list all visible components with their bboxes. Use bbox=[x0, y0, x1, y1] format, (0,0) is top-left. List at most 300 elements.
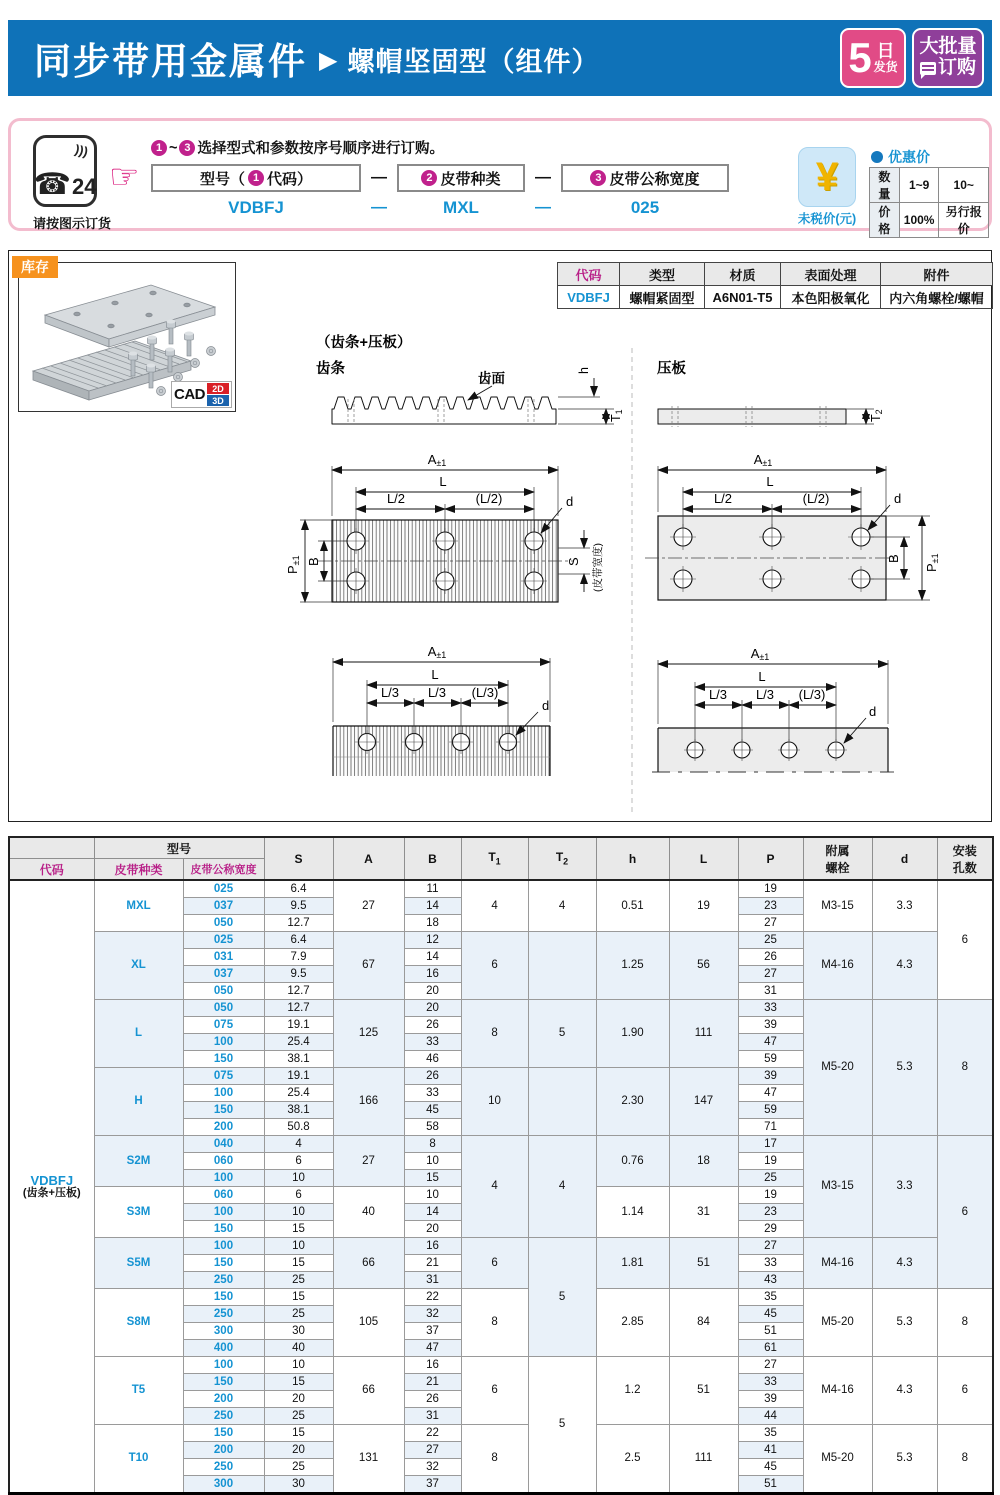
header-A: A bbox=[333, 837, 404, 880]
L-value-cell: 18 bbox=[669, 1136, 738, 1187]
spec-code-value: VDBFJ bbox=[558, 286, 620, 309]
A-value-cell: 40 bbox=[333, 1187, 404, 1238]
belt-type-cell: S5M bbox=[94, 1238, 183, 1289]
belt-width-cell: 100 bbox=[183, 1085, 264, 1102]
d-value-cell: 5.3 bbox=[872, 1000, 937, 1136]
header-P: P bbox=[738, 837, 803, 880]
dim-B: B bbox=[306, 557, 321, 566]
P-value-cell: 33 bbox=[738, 1000, 803, 1017]
A-value-cell: 27 bbox=[333, 1136, 404, 1187]
header-d: d bbox=[872, 837, 937, 880]
belt-width-cell: 100 bbox=[183, 1034, 264, 1051]
P-value-cell: 39 bbox=[738, 1391, 803, 1408]
S-value-cell: 38.1 bbox=[264, 1051, 333, 1068]
ship-5day-badge bbox=[840, 28, 906, 88]
dim-S: S bbox=[566, 557, 581, 566]
table-row bbox=[9, 1136, 993, 1153]
yen-symbol: ¥ bbox=[815, 154, 839, 199]
title-arrow-icon: ▶ bbox=[319, 46, 338, 74]
dim-d: d bbox=[566, 494, 574, 509]
table-row bbox=[9, 1238, 993, 1255]
untaxed-price-label: 未税价(元) bbox=[797, 212, 857, 226]
belt-width-cell: 150 bbox=[183, 1051, 264, 1068]
L-value-cell: 111 bbox=[669, 1000, 738, 1068]
B-value-cell: 20 bbox=[404, 1000, 461, 1017]
L-value-cell: 51 bbox=[669, 1238, 738, 1289]
B-value-cell: 14 bbox=[404, 949, 461, 966]
P-value-cell: 25 bbox=[738, 932, 803, 949]
belt-width-cell: 300 bbox=[183, 1476, 264, 1494]
yen-price-icon bbox=[798, 147, 856, 207]
B-value-cell: 11 bbox=[404, 880, 461, 898]
S-value-cell: 30 bbox=[264, 1323, 333, 1340]
P-value-cell: 27 bbox=[738, 1357, 803, 1374]
P-value-cell: 33 bbox=[738, 1255, 803, 1272]
S-value-cell: 15 bbox=[264, 1425, 333, 1442]
header-B: B bbox=[404, 837, 461, 880]
spec-header-material: 材质 bbox=[705, 263, 781, 286]
S-value-cell: 10 bbox=[264, 1238, 333, 1255]
h-value-cell: 0.76 bbox=[596, 1136, 669, 1187]
price-label: 价格 bbox=[870, 203, 900, 238]
header-belt-type: 皮带种类 bbox=[94, 859, 183, 881]
table-row bbox=[9, 1357, 993, 1374]
belt-width-cell: 037 bbox=[183, 966, 264, 983]
B-value-cell: 16 bbox=[404, 1357, 461, 1374]
cad-2d-button[interactable]: 2D bbox=[207, 383, 229, 394]
belt-width-cell: 037 bbox=[183, 898, 264, 915]
T1-value-cell: 6 bbox=[461, 932, 528, 1000]
bulk-line1: 大批量 bbox=[919, 36, 977, 58]
S-value-cell: 9.5 bbox=[264, 898, 333, 915]
product-photo bbox=[18, 259, 236, 412]
P-value-cell: 47 bbox=[738, 1085, 803, 1102]
A-value-cell: 67 bbox=[333, 932, 404, 1000]
spec-type-value: 螺帽紧固型 bbox=[620, 286, 705, 309]
d-value-cell: 5.3 bbox=[872, 1289, 937, 1357]
L-value-cell: 19 bbox=[669, 880, 738, 932]
P-value-cell: 59 bbox=[738, 1102, 803, 1119]
P-value-cell: 17 bbox=[738, 1136, 803, 1153]
A-value-cell: 125 bbox=[333, 1000, 404, 1068]
belt-width-cell: 075 bbox=[183, 1068, 264, 1085]
B-value-cell: 33 bbox=[404, 1085, 461, 1102]
P-value-cell: 61 bbox=[738, 1340, 803, 1357]
B-value-cell: 58 bbox=[404, 1119, 461, 1136]
model-box-pre: 型号（ bbox=[199, 170, 245, 188]
dim-P: P±1 bbox=[285, 555, 301, 574]
table-row bbox=[9, 1425, 993, 1442]
example-belt-type: MXL bbox=[443, 198, 479, 217]
T1-value-cell: 4 bbox=[461, 880, 528, 932]
belt-width-cell: 060 bbox=[183, 1153, 264, 1170]
dim-A: A±1 bbox=[750, 646, 770, 662]
qty-tier2: 10~ bbox=[939, 168, 989, 203]
holes-value-cell: 6 bbox=[937, 880, 993, 1000]
belt-type-cell: MXL bbox=[94, 880, 183, 932]
belt-width-cell: 150 bbox=[183, 1102, 264, 1119]
B-value-cell: 12 bbox=[404, 932, 461, 949]
A-value-cell: 66 bbox=[333, 1357, 404, 1425]
P-value-cell: 35 bbox=[738, 1425, 803, 1442]
B-value-cell: 26 bbox=[404, 1017, 461, 1034]
S-value-cell: 50.8 bbox=[264, 1119, 333, 1136]
belt-type-cell: XL bbox=[94, 932, 183, 1000]
price-tier-table bbox=[869, 167, 989, 238]
T2-value-cell bbox=[528, 932, 596, 1000]
S-value-cell: 10 bbox=[264, 1204, 333, 1221]
P-value-cell: 43 bbox=[738, 1272, 803, 1289]
B-value-cell: 26 bbox=[404, 1391, 461, 1408]
B-value-cell: 16 bbox=[404, 1238, 461, 1255]
phone-24-label: 24 bbox=[71, 174, 97, 199]
P-value-cell: 23 bbox=[738, 898, 803, 915]
header-S: S bbox=[264, 837, 333, 880]
S-value-cell: 38.1 bbox=[264, 1102, 333, 1119]
belt-width-cell: 060 bbox=[183, 1187, 264, 1204]
A-value-cell: 131 bbox=[333, 1425, 404, 1494]
stock-badge: 库存 bbox=[12, 256, 58, 278]
belt-width-cell: 250 bbox=[183, 1459, 264, 1476]
S-value-cell: 10 bbox=[264, 1170, 333, 1187]
holes-value-cell: 8 bbox=[937, 1289, 993, 1357]
T1-value-cell: 6 bbox=[461, 1357, 528, 1425]
B-value-cell: 18 bbox=[404, 915, 461, 932]
belt-width-cell: 200 bbox=[183, 1442, 264, 1459]
belt-width-label: 皮带公称宽度 bbox=[609, 170, 700, 188]
dim-L: L bbox=[439, 474, 447, 489]
order-instruction-text: 选择型式和参数按序号顺序进行订购。 bbox=[197, 141, 444, 157]
B-value-cell: 20 bbox=[404, 1221, 461, 1238]
S-value-cell: 7.9 bbox=[264, 949, 333, 966]
belt-width-cell: 150 bbox=[183, 1289, 264, 1306]
B-value-cell: 20 bbox=[404, 983, 461, 1000]
rack-label: 齿条 bbox=[316, 361, 345, 377]
L-value-cell: 51 bbox=[669, 1357, 738, 1425]
bulk-order-badge bbox=[912, 28, 984, 88]
spec-surface-value: 本色阳极氧化 bbox=[781, 286, 881, 309]
dim-L2: L/2 bbox=[713, 491, 733, 506]
order-instruction-panel bbox=[8, 118, 992, 236]
belt-width-cell: 100 bbox=[183, 1357, 264, 1374]
cad-download-badge[interactable] bbox=[171, 381, 232, 408]
P-value-cell: 29 bbox=[738, 1221, 803, 1238]
d-value-cell: 4.3 bbox=[872, 1238, 937, 1289]
S-value-cell: 12.7 bbox=[264, 915, 333, 932]
T2-value-cell: 5 bbox=[528, 1000, 596, 1068]
S-value-cell: 25 bbox=[264, 1459, 333, 1476]
belt-width-cell: 250 bbox=[183, 1272, 264, 1289]
price-tier1: 100% bbox=[899, 203, 939, 238]
dim-d: d bbox=[869, 704, 877, 719]
belt-width-cell: 075 bbox=[183, 1017, 264, 1034]
assembly-label: （齿条+压板） bbox=[316, 335, 412, 351]
B-value-cell: 46 bbox=[404, 1051, 461, 1068]
h-value-cell: 1.25 bbox=[596, 932, 669, 1000]
S-value-cell: 15 bbox=[264, 1289, 333, 1306]
T2-value-cell: 5 bbox=[528, 1357, 596, 1494]
B-value-cell: 32 bbox=[404, 1459, 461, 1476]
bolt-value-cell: M3-15 bbox=[803, 1136, 872, 1238]
A-value-cell: 166 bbox=[333, 1068, 404, 1136]
L-value-cell: 84 bbox=[669, 1289, 738, 1357]
step3-circle: 3 bbox=[179, 140, 195, 156]
belt-width-cell: 400 bbox=[183, 1340, 264, 1357]
L-value-cell: 31 bbox=[669, 1187, 738, 1238]
L-value-cell: 111 bbox=[669, 1425, 738, 1494]
A-value-cell: 105 bbox=[333, 1289, 404, 1357]
S-value-cell: 6.4 bbox=[264, 932, 333, 949]
h-value-cell: 1.14 bbox=[596, 1187, 669, 1238]
qty-tier1: 1~9 bbox=[899, 168, 939, 203]
B-value-cell: 14 bbox=[404, 1204, 461, 1221]
holes-value-cell: 6 bbox=[937, 1357, 993, 1425]
page-subtitle: 螺帽坚固型（组件） bbox=[347, 47, 600, 77]
d-value-cell: 4.3 bbox=[872, 1357, 937, 1425]
spec-header-type: 类型 bbox=[620, 263, 705, 286]
dimension-table bbox=[8, 836, 994, 1495]
P-value-cell: 41 bbox=[738, 1442, 803, 1459]
dim-L3: L/3 bbox=[755, 687, 775, 702]
header-bolt: 附属 螺栓 bbox=[803, 837, 872, 880]
bulk-line2: 订购 bbox=[937, 57, 976, 78]
example-model-code: VDBFJ bbox=[228, 198, 284, 217]
dim-L3: L/3 bbox=[427, 685, 447, 700]
page-header bbox=[8, 20, 992, 96]
d-value-cell: 4.3 bbox=[872, 932, 937, 1000]
belt-width-cell: 300 bbox=[183, 1323, 264, 1340]
P-value-cell: 51 bbox=[738, 1476, 803, 1494]
phone-caption: 请按图示订货 bbox=[32, 216, 111, 231]
P-value-cell: 45 bbox=[738, 1306, 803, 1323]
table-row bbox=[9, 880, 993, 898]
belt-width-cell: 025 bbox=[183, 880, 264, 898]
pointing-hand-icon: ☞ bbox=[109, 158, 140, 196]
belt-width-cell: 100 bbox=[183, 1204, 264, 1221]
B-value-cell: 47 bbox=[404, 1340, 461, 1357]
header-model: 型号 bbox=[94, 837, 264, 859]
deal-price-text: 优惠价 bbox=[888, 149, 930, 165]
P-value-cell: 59 bbox=[738, 1051, 803, 1068]
ship-days-number: 5 bbox=[848, 34, 872, 81]
T2-value-cell: 4 bbox=[528, 880, 596, 932]
header-holes: 安装 孔数 bbox=[937, 837, 993, 880]
B-value-cell: 16 bbox=[404, 966, 461, 983]
cad-3d-button[interactable]: 3D bbox=[207, 395, 229, 406]
tooth-face-label: 齿面 bbox=[478, 371, 505, 386]
dash: — bbox=[535, 199, 551, 216]
belt-width-box bbox=[561, 164, 729, 192]
d-value-cell: 5.3 bbox=[872, 1425, 937, 1494]
step2-circle: 2 bbox=[421, 170, 437, 186]
B-value-cell: 31 bbox=[404, 1272, 461, 1289]
bolt-value-cell: M5-20 bbox=[803, 1000, 872, 1136]
S-value-cell: 25.4 bbox=[264, 1034, 333, 1051]
P-value-cell: 23 bbox=[738, 1204, 803, 1221]
B-value-cell: 21 bbox=[404, 1374, 461, 1391]
dash: — bbox=[371, 199, 387, 216]
signal-waves-icon: ))) bbox=[73, 141, 90, 160]
B-value-cell: 22 bbox=[404, 1425, 461, 1442]
belt-width-cell: 150 bbox=[183, 1221, 264, 1238]
header-T1: $T_1$ bbox=[461, 837, 528, 880]
dim-T2: T2 bbox=[869, 409, 884, 422]
dim-L3: L/3 bbox=[380, 685, 400, 700]
T1-value-cell: 10 bbox=[461, 1068, 528, 1136]
table-row bbox=[9, 1289, 993, 1306]
P-value-cell: 25 bbox=[738, 1170, 803, 1187]
L-value-cell: 147 bbox=[669, 1068, 738, 1136]
table-row bbox=[9, 932, 993, 949]
B-value-cell: 21 bbox=[404, 1255, 461, 1272]
spec-header-accessory: 附件 bbox=[881, 263, 993, 286]
S-value-cell: 25 bbox=[264, 1272, 333, 1289]
dim-d: d bbox=[542, 698, 550, 713]
plate-label: 压板 bbox=[657, 361, 686, 377]
P-value-cell: 51 bbox=[738, 1323, 803, 1340]
dim-L3p: (L/3) bbox=[798, 687, 826, 702]
S-value-cell: 12.7 bbox=[264, 1000, 333, 1017]
belt-type-cell: S2M bbox=[94, 1136, 183, 1187]
B-value-cell: 22 bbox=[404, 1289, 461, 1306]
S-value-cell: 20 bbox=[264, 1391, 333, 1408]
belt-width-cell: 200 bbox=[183, 1119, 264, 1136]
blue-dot-icon bbox=[871, 151, 883, 163]
dim-B: B bbox=[886, 554, 901, 563]
bolt-value-cell: M3-15 bbox=[803, 880, 872, 932]
P-value-cell: 45 bbox=[738, 1459, 803, 1476]
header-blank bbox=[9, 837, 94, 859]
step1-circle: 1 bbox=[248, 170, 264, 186]
dim-L3p: (L/3) bbox=[471, 685, 499, 700]
T2-value-cell: 5 bbox=[528, 1238, 596, 1357]
price-tier2: 另行报价 bbox=[939, 203, 989, 238]
T2-value-cell bbox=[528, 1068, 596, 1136]
tilde: ~ bbox=[169, 139, 178, 156]
belt-width-cell: 200 bbox=[183, 1391, 264, 1408]
B-value-cell: 14 bbox=[404, 898, 461, 915]
A-value-cell: 27 bbox=[333, 880, 404, 932]
h-value-cell: 0.51 bbox=[596, 880, 669, 932]
belt-type-cell: S8M bbox=[94, 1289, 183, 1357]
header-belt-width: 皮带公称宽度 bbox=[183, 859, 264, 881]
step1-circle: 1 bbox=[151, 140, 167, 156]
B-value-cell: 27 bbox=[404, 1442, 461, 1459]
bolt-value-cell: M5-20 bbox=[803, 1289, 872, 1357]
P-value-cell: 71 bbox=[738, 1119, 803, 1136]
T1-value-cell: 6 bbox=[461, 1238, 528, 1289]
code-sub: (齿条+压板) bbox=[22, 1186, 81, 1199]
T1-value-cell: 4 bbox=[461, 1136, 528, 1238]
dim-L: L bbox=[431, 667, 439, 682]
belt-width-cell: 050 bbox=[183, 983, 264, 1000]
S-value-cell: 15 bbox=[264, 1374, 333, 1391]
S-value-cell: 25 bbox=[264, 1408, 333, 1425]
belt-type-cell: T5 bbox=[94, 1357, 183, 1425]
bolt-value-cell: M5-20 bbox=[803, 1425, 872, 1494]
S-value-cell: 40 bbox=[264, 1340, 333, 1357]
belt-width-cell: 100 bbox=[183, 1170, 264, 1187]
S-value-cell: 6.4 bbox=[264, 880, 333, 898]
belt-width-cell: 040 bbox=[183, 1136, 264, 1153]
belt-type-cell: L bbox=[94, 1000, 183, 1068]
header-code: 代码 bbox=[9, 859, 94, 881]
table-row bbox=[9, 1000, 993, 1017]
S-value-cell: 15 bbox=[264, 1221, 333, 1238]
S-value-cell: 9.5 bbox=[264, 966, 333, 983]
P-value-cell: 19 bbox=[738, 880, 803, 898]
B-value-cell: 45 bbox=[404, 1102, 461, 1119]
B-value-cell: 37 bbox=[404, 1323, 461, 1340]
belt-width-cell: 250 bbox=[183, 1306, 264, 1323]
belt-width-note: (皮带宽度) bbox=[592, 543, 604, 592]
dash: — bbox=[371, 169, 387, 186]
spec-header-surface: 表面处理 bbox=[781, 263, 881, 286]
T1-value-cell: 8 bbox=[461, 1000, 528, 1068]
B-value-cell: 31 bbox=[404, 1408, 461, 1425]
P-value-cell: 39 bbox=[738, 1017, 803, 1034]
belt-type-box bbox=[397, 164, 525, 192]
dimension-table-body bbox=[9, 880, 993, 1494]
belt-type-cell: T10 bbox=[94, 1425, 183, 1494]
belt-width-cell: 025 bbox=[183, 932, 264, 949]
header-h: h bbox=[596, 837, 669, 880]
speech-bubble-icon bbox=[920, 62, 936, 75]
qty-label: 数量 bbox=[870, 168, 900, 203]
P-value-cell: 44 bbox=[738, 1408, 803, 1425]
S-value-cell: 15 bbox=[264, 1255, 333, 1272]
spec-summary-table bbox=[557, 262, 993, 309]
B-value-cell: 26 bbox=[404, 1068, 461, 1085]
dim-L: L bbox=[758, 669, 766, 684]
h-value-cell: 1.2 bbox=[596, 1357, 669, 1425]
B-value-cell: 33 bbox=[404, 1034, 461, 1051]
belt-width-cell: 100 bbox=[183, 1238, 264, 1255]
T2-value-cell: 4 bbox=[528, 1136, 596, 1238]
belt-width-cell: 031 bbox=[183, 949, 264, 966]
S-value-cell: 19.1 bbox=[264, 1017, 333, 1034]
P-value-cell: 19 bbox=[738, 1153, 803, 1170]
h-value-cell: 2.5 bbox=[596, 1425, 669, 1494]
S-value-cell: 4 bbox=[264, 1136, 333, 1153]
order-steps-note bbox=[151, 137, 444, 158]
P-value-cell: 33 bbox=[738, 1374, 803, 1391]
cad-label: CAD bbox=[174, 386, 205, 403]
belt-width-cell: 150 bbox=[183, 1255, 264, 1272]
step3-circle: 3 bbox=[590, 170, 606, 186]
A-value-cell: 66 bbox=[333, 1238, 404, 1289]
P-value-cell: 27 bbox=[738, 966, 803, 983]
page-title: 同步带用金属件 bbox=[34, 41, 307, 82]
dim-P: P±1 bbox=[924, 553, 940, 572]
B-value-cell: 10 bbox=[404, 1153, 461, 1170]
dim-d: d bbox=[894, 491, 902, 506]
S-value-cell: 6 bbox=[264, 1153, 333, 1170]
spec-header-code: 代码 bbox=[558, 263, 620, 286]
P-value-cell: 19 bbox=[738, 1187, 803, 1204]
bolt-value-cell: M4-16 bbox=[803, 1357, 872, 1425]
dim-L3: L/3 bbox=[708, 687, 728, 702]
B-value-cell: 8 bbox=[404, 1136, 461, 1153]
dim-L2p: (L/2) bbox=[475, 491, 503, 506]
code-column-cell bbox=[9, 880, 94, 1494]
belt-type-cell: S3M bbox=[94, 1187, 183, 1238]
header-T2: $T_2$ bbox=[528, 837, 596, 880]
phone-icon: ☎ bbox=[33, 168, 71, 201]
S-value-cell: 20 bbox=[264, 1442, 333, 1459]
ship-day-char: 日 bbox=[876, 41, 895, 62]
S-value-cell: 25.4 bbox=[264, 1085, 333, 1102]
